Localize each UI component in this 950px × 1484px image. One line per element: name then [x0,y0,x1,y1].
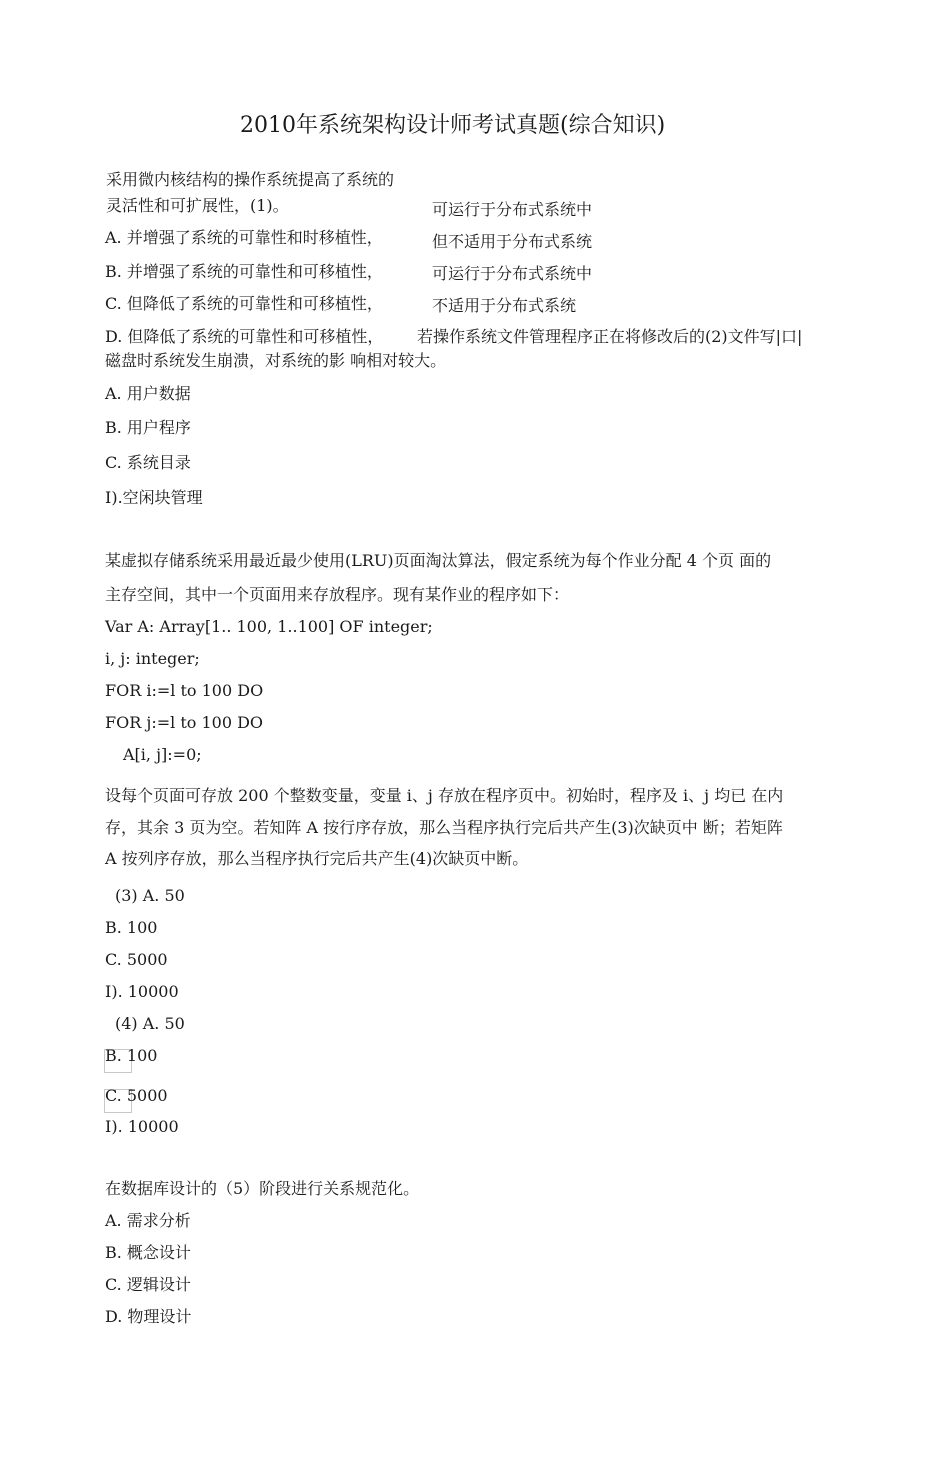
q1-option-a: A. 并增强了系统的可靠性和时移植性， [105,228,383,247]
q34-paragraph-line: 设每个页面可存放 200 个整数变量，变量 i、j 存放在程序页中。初始时，程序及 i、j 均已 在内 [105,786,784,805]
q1-option-c: C. 但降低了系统的可靠性和可移植性， [105,294,383,313]
q5-option-b: B. 概念设计 [105,1243,191,1262]
q34-paragraph-line: 某虚拟存储系统采用最近最少使用(LRU)页面淘汰算法，假定系统为每个作业分配 4 个页 面的 [105,551,772,570]
q1-right-text: 但不适用于分布式系统 [432,232,593,251]
q1-right-text: 不适用于分布式系统 [432,296,577,315]
code-line: FOR j:=l to 100 DO [105,713,264,732]
q3-option-c: C. 5000 [105,950,168,969]
q1-right-text: 可运行于分布式系统中 [432,200,593,219]
code-line: FOR i:=l to 100 DO [105,681,264,700]
q4-option-d: I). 10000 [105,1117,179,1136]
q34-paragraph-line: A 按列序存放，那么当程序执行完后共产生(4)次缺页中断。 [105,849,529,868]
q2-stem-part1: 若操作系统文件管理程序正在将修改后的(2)文件写|口| [417,327,803,346]
q2-option-b: B. 用户程序 [105,418,191,437]
q2-option-a: A. 用户数据 [105,384,191,403]
q3-option-a: (3) A. 50 [115,886,185,905]
q2-option-d: I).空闲块管理 [105,488,203,507]
q5-stem: 在数据库设计的（5）阶段进行关系规范化。 [105,1179,420,1198]
q5-option-c: C. 逻辑设计 [105,1275,191,1294]
q1-stem-line1: 采用微内核结构的操作系统提高了系统的 [106,170,395,189]
q1-stem-line2: 灵活性和可扩展性，(1)。 [106,196,289,215]
q3-option-d: I). 10000 [105,982,179,1001]
q2-stem-part2: 磁盘时系统发生崩溃，对系统的影 响相对较大。 [105,351,447,370]
code-line: A[i, j]:=0; [123,745,202,764]
q1-right-text: 可运行于分布式系统中 [432,264,593,283]
q4-option-b: B. 100 [105,1046,158,1065]
q5-option-a: A. 需求分析 [105,1211,191,1230]
q4-option-a: (4) A. 50 [115,1014,185,1033]
q34-paragraph-line: 主存空间，其中一个页面用来存放程序。现有某作业的程序如下： [105,585,570,604]
q2-option-c: C. 系统目录 [105,453,191,472]
page-title: 2010年系统架构设计师考试真题(综合知识) [240,113,666,138]
q5-option-d: D. 物理设计 [105,1307,192,1326]
q34-paragraph-line: 存，其余 3 页为空。若知阵 A 按行序存放，那么当程序执行完后共产生(3)次缺页中 断；若矩阵 [105,818,783,837]
code-line: i, j: integer; [105,649,200,668]
q1-option-d: D. 但降低了系统的可靠性和可移植性， [105,327,384,346]
q3-option-b: B. 100 [105,918,158,937]
q4-option-c: C. 5000 [105,1086,168,1105]
q1-option-b: B. 并增强了系统的可靠性和可移植性， [105,262,383,281]
code-line: Var A: Array[1.. 100, 1..100] OF integer; [105,617,433,636]
